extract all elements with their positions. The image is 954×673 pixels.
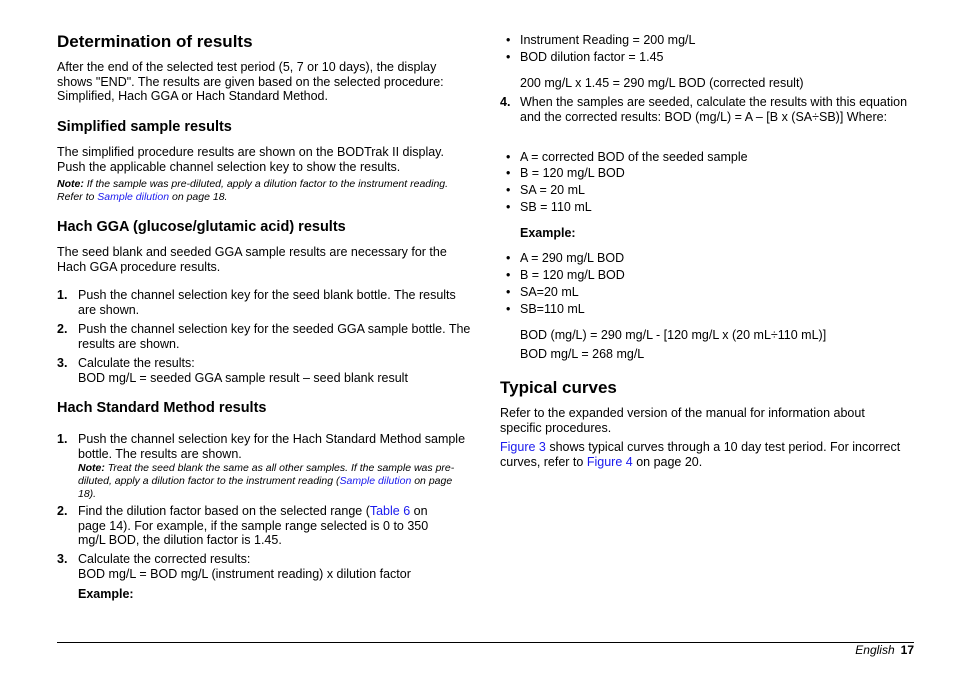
link-sample-dilution[interactable]: Sample dilution xyxy=(339,475,412,487)
page-footer xyxy=(855,643,914,657)
step-number: 2. xyxy=(57,322,68,336)
bullet-text: B = 120 mg/L BOD xyxy=(520,268,625,282)
list-item xyxy=(506,251,625,266)
link-sample-dilution[interactable]: Sample dilution xyxy=(97,191,170,203)
note-standard xyxy=(78,462,473,501)
note-text-end: on page 18). xyxy=(78,475,453,500)
bullet-text: SB = 110 mL xyxy=(520,200,592,214)
bullet-icon: • xyxy=(506,166,511,180)
list-item xyxy=(506,268,625,283)
bullet-text: SA=20 mL xyxy=(520,285,579,299)
bullet-icon: • xyxy=(506,200,511,214)
bullet-icon: • xyxy=(506,50,511,64)
bullet-list-instrument xyxy=(500,33,912,67)
heading-standard-method: Hach Standard Method results xyxy=(57,400,267,416)
paragraph-curves-manual: Refer to the expanded version of the manual for information about specific procedures. xyxy=(500,406,865,435)
paragraph-curves-figures xyxy=(500,440,912,469)
bullet-icon: • xyxy=(506,302,511,316)
note-simplified xyxy=(57,178,457,204)
bullet-text: SA = 20 mL xyxy=(520,183,585,197)
calculation-result: BOD mg/L = 268 mg/L xyxy=(520,347,645,361)
heading-determination: Determination of results xyxy=(57,32,253,51)
list-item xyxy=(57,288,473,318)
list-item xyxy=(57,552,473,602)
footer-language: English xyxy=(855,643,895,657)
curves-text-a: shows typical curves through a 10 day test period. For incorrect curves, refer to xyxy=(500,440,901,469)
calculation-seeded: BOD (mg/L) = 290 mg/L - [120 mg/L x (20 mL÷110 mL)] xyxy=(520,328,827,342)
step-text: Push the channel selection key for the seed blank bottle. The results are shown. xyxy=(78,288,456,317)
heading-typical-curves: Typical curves xyxy=(500,378,617,397)
note-text-end: on page 18. xyxy=(172,191,228,203)
step-number: 1. xyxy=(57,288,68,302)
step-number: 3. xyxy=(57,552,68,566)
link-figure-3[interactable]: Figure 3 xyxy=(500,440,546,454)
list-item xyxy=(506,183,585,198)
bullet-text: Instrument Reading = 200 mg/L xyxy=(520,33,696,47)
list-item xyxy=(506,150,748,165)
bullet-text: B = 120 mg/L BOD xyxy=(520,166,625,180)
paragraph-determination: After the end of the selected test period (5, 7 or 10 days), the display shows "END". The results are given based on the selected procedure: Simplified, Hach GGA or Hach Standard Method. xyxy=(57,60,444,103)
step-number: 3. xyxy=(57,356,68,370)
example-label: Example: xyxy=(78,587,134,601)
step-text: Push the channel selection key for the Hach Standard Method sample bottle. The results are shown. xyxy=(78,432,466,461)
step-body xyxy=(78,432,473,501)
link-table-6[interactable]: Table 6 xyxy=(369,504,411,518)
step-body xyxy=(78,552,473,602)
step-text xyxy=(78,504,438,548)
bullet-icon: • xyxy=(506,183,511,197)
list-item xyxy=(500,95,912,141)
example-label: Example: xyxy=(520,226,576,240)
step-text: Calculate the corrected results: xyxy=(78,552,251,566)
page-number: 17 xyxy=(900,643,914,657)
paragraph-simplified: The simplified procedure results are shown on the BODTrak II display. Push the applicable channel selection key to show the results. xyxy=(57,145,444,174)
bullet-list-where xyxy=(500,150,912,218)
list-item xyxy=(506,200,592,215)
bullet-text: A = corrected BOD of the seeded sample xyxy=(520,150,748,164)
note-label: Note: xyxy=(57,178,84,190)
note-text: Treat the seed blank the same as all other samples. If the sample was pre-diluted, apply a dilution factor to the instrument reading ( xyxy=(78,462,455,487)
step-formula: BOD mg/L = seeded GGA sample result – seed blank result xyxy=(78,370,408,385)
step-formula: BOD mg/L = BOD mg/L (instrument reading) x dilution factor xyxy=(78,566,411,581)
list-item xyxy=(506,302,585,317)
step-number: 2. xyxy=(57,504,68,518)
heading-gga: Hach GGA (glucose/glutamic acid) results xyxy=(57,219,346,235)
bullet-text: SB=110 mL xyxy=(520,302,585,316)
bullet-icon: • xyxy=(506,285,511,299)
list-item xyxy=(57,356,473,386)
list-item xyxy=(506,166,625,181)
bullet-icon: • xyxy=(506,33,511,47)
list-item xyxy=(506,33,696,48)
list-item xyxy=(57,322,473,352)
step-number: 1. xyxy=(57,432,68,446)
bullet-text: A = 290 mg/L BOD xyxy=(520,251,625,265)
step-text: Calculate the results: xyxy=(78,356,195,370)
step-text-a: Find the dilution factor based on the selected range ( xyxy=(78,504,370,518)
step-text: Push the channel selection key for the seeded GGA sample bottle. The results are shown. xyxy=(78,322,471,351)
bullet-icon: • xyxy=(506,268,511,282)
step-text: When the samples are seeded, calculate the results with this equation and the corrected results: BOD (mg/L) = A – [B x (SA÷SB)] Where: xyxy=(520,95,908,124)
note-text: If the sample was pre-diluted, apply a dilution factor to the instrument reading. Refer to xyxy=(57,178,449,203)
bullet-list-example xyxy=(500,251,912,319)
step-body xyxy=(78,356,473,385)
step-number: 4. xyxy=(500,95,511,109)
note-label: Note: xyxy=(78,462,105,474)
bullet-text: BOD dilution factor = 1.45 xyxy=(520,50,664,64)
footer-divider xyxy=(57,642,914,643)
heading-simplified: Simplified sample results xyxy=(57,119,232,135)
list-item xyxy=(506,50,664,65)
curves-text-b: on page 20. xyxy=(636,454,703,469)
list-item xyxy=(506,285,579,300)
bullet-icon: • xyxy=(506,150,511,164)
paragraph-gga: The seed blank and seeded GGA sample results are necessary for the Hach GGA procedure results. xyxy=(57,245,447,274)
bullet-icon: • xyxy=(506,251,511,265)
list-item xyxy=(57,504,473,550)
list-item xyxy=(57,432,473,502)
step-text-b: on page 14). For example, if the sample range selected is 0 to 350 mg/L BOD, the dilution factor is 1.45. xyxy=(78,504,429,547)
calculation-corrected: 200 mg/L x 1.45 = 290 mg/L BOD (corrected result) xyxy=(520,76,804,90)
link-figure-4[interactable]: Figure 4 xyxy=(586,454,633,469)
